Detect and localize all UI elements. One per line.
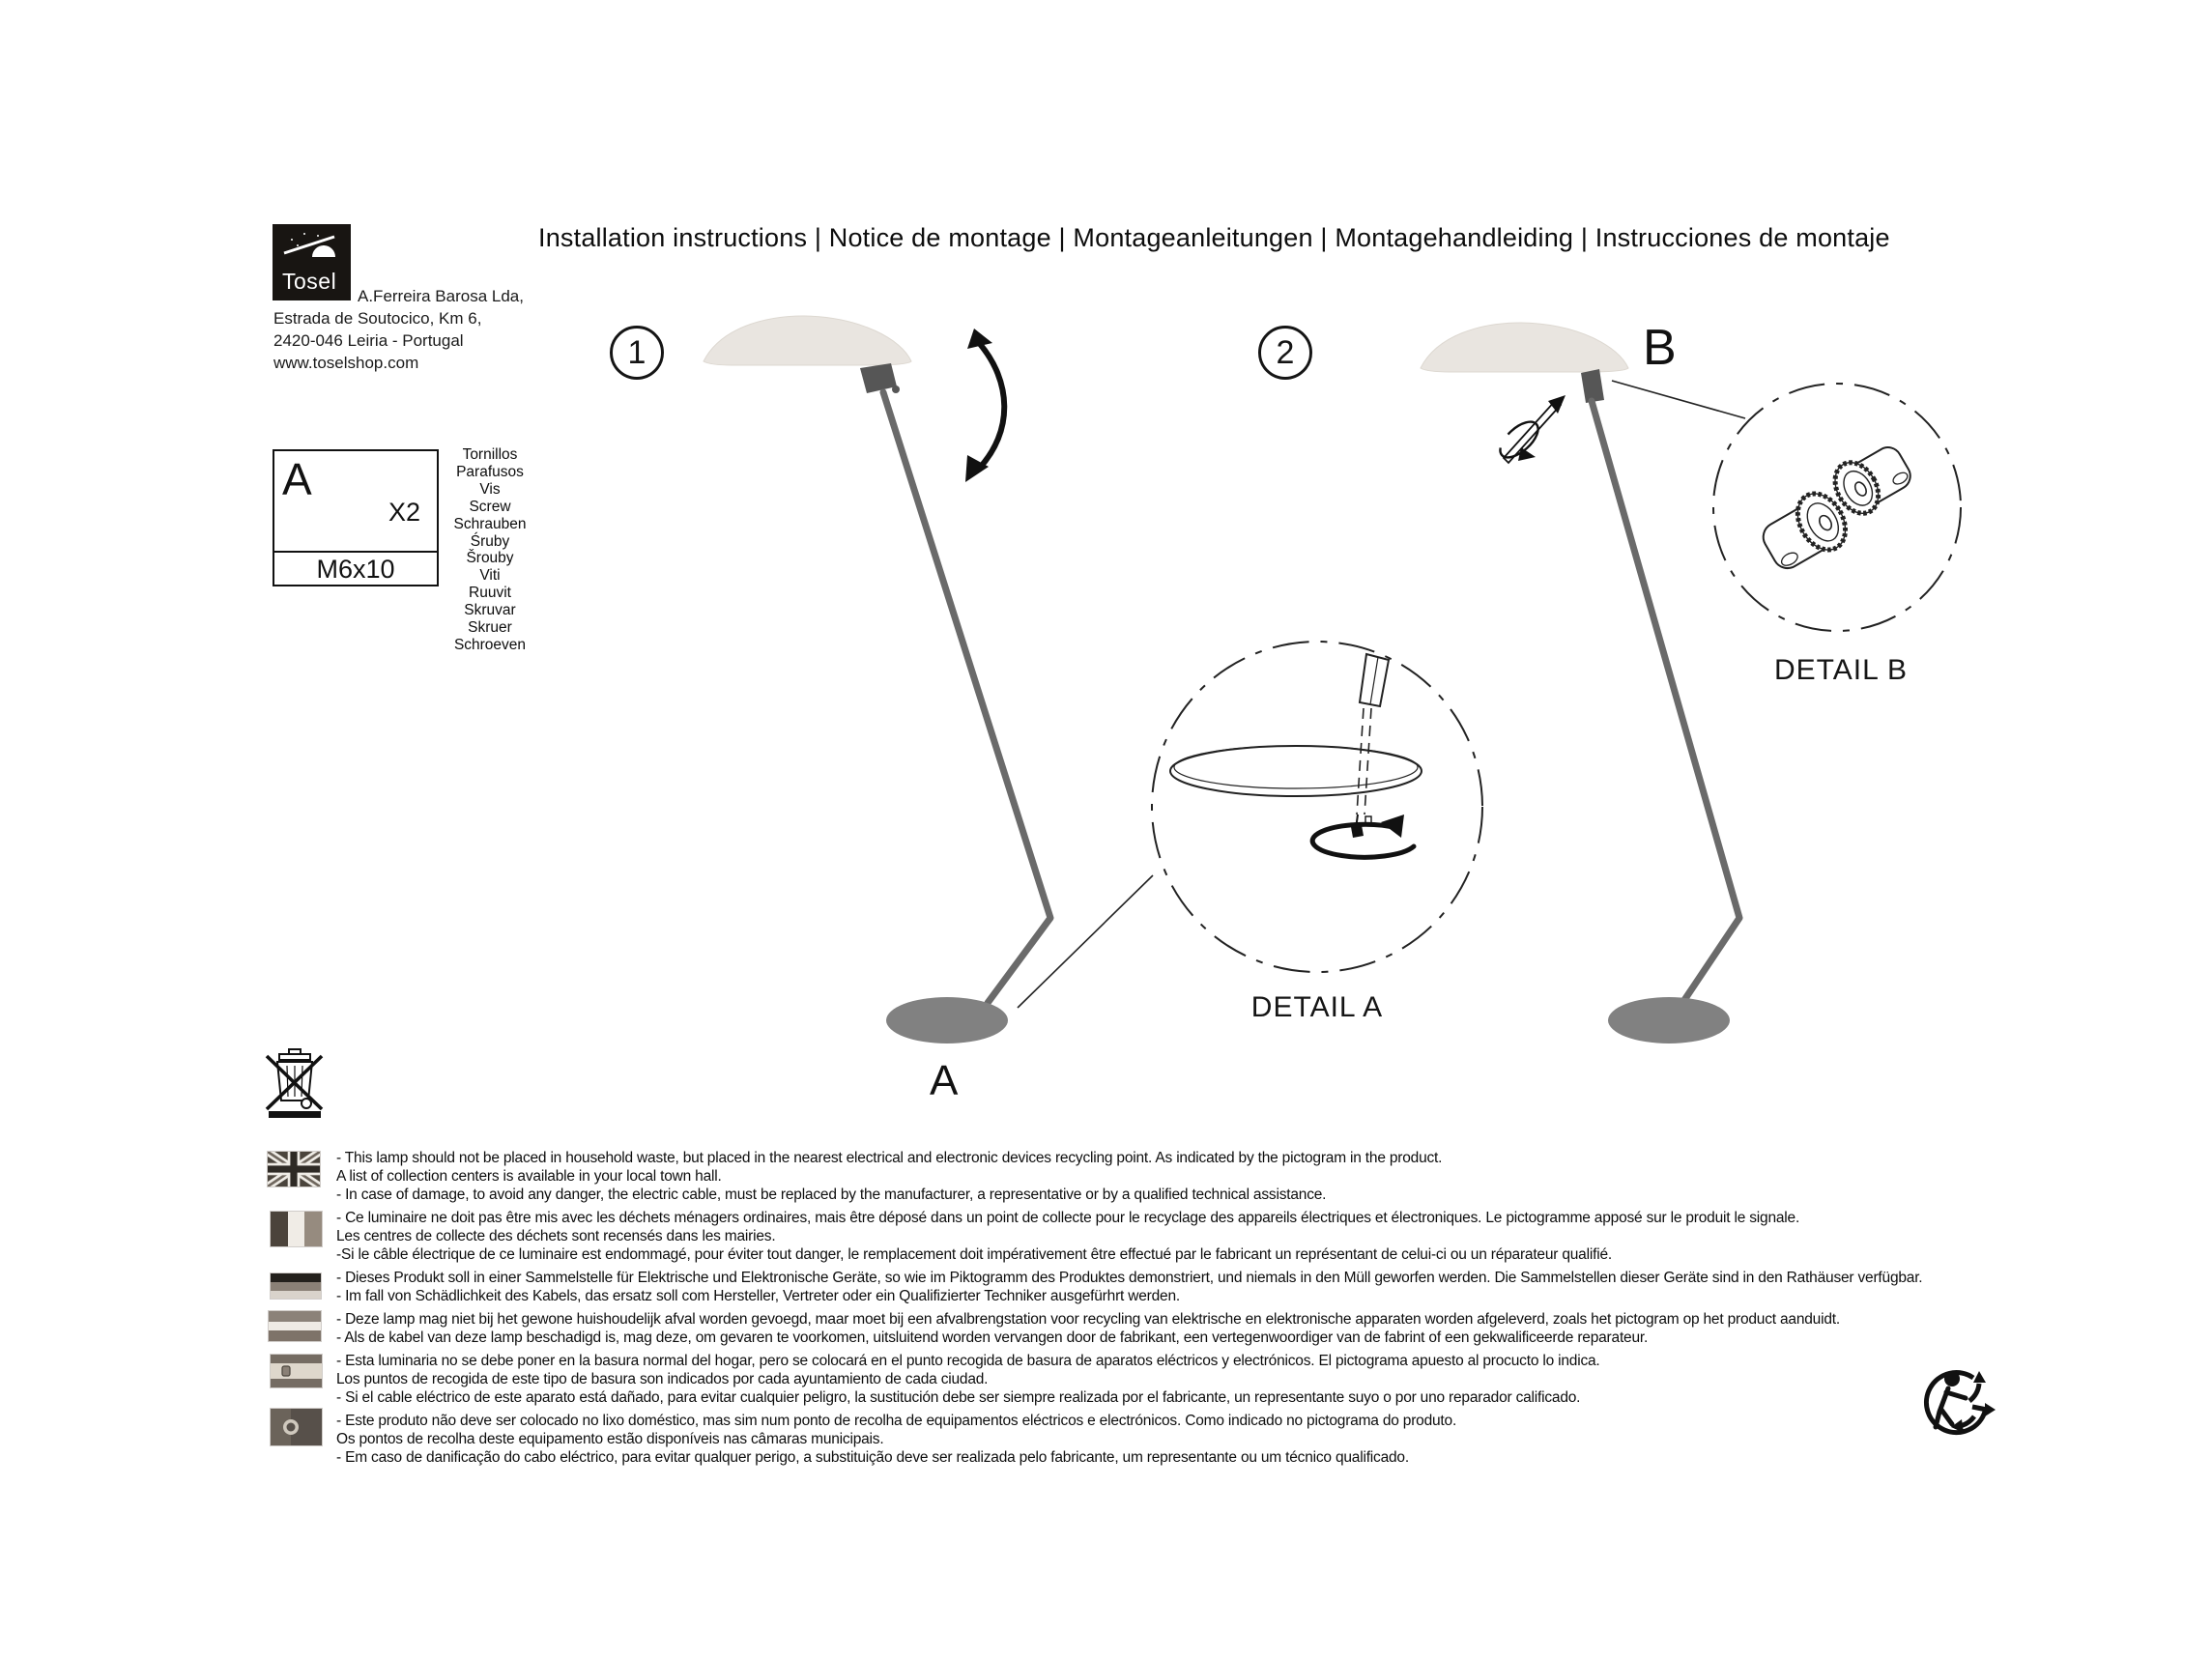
website-link[interactable]: www.toselshop.com	[273, 354, 419, 372]
notice-en-line: A list of collection centers is available in your local town hall.	[336, 1168, 722, 1185]
part-name: Schrauben	[453, 515, 527, 532]
part-letter: A	[282, 454, 312, 504]
lamp-pole	[883, 392, 1050, 1003]
part-name: Skruer	[468, 619, 512, 637]
notice-fr-line: Les centres de collecte des déchets sont recensés dans les mairies.	[336, 1228, 776, 1244]
address-line-1: Estrada de Soutocico, Km 6,	[273, 309, 482, 328]
flag-germany-icon	[271, 1273, 321, 1299]
part-name: Śruby	[470, 532, 510, 550]
company-name: A.Ferreira Barosa Lda,	[358, 287, 524, 305]
part-name: Šrouby	[466, 550, 514, 567]
step-2-marker: 2	[1258, 326, 1312, 380]
page-title: Installation instructions | Notice de montage | Montageanleitungen | Montagehandleiding | Instrucciones de montaje	[538, 223, 1890, 252]
parts-box	[273, 449, 439, 586]
notice-pt-line: - Em caso de danificação do cabo eléctrico, para evitar qualquer perigo, a substituição deve ser realizada pelo fabricante, um representante ou um técnico qualificado.	[336, 1449, 1409, 1466]
notice-fr-line: -Si le câble électrique de ce luminaire est endommagé, pour éviter tout danger, le remplacement doit impérativement être effectué par le fabricant un représentant de celui-ci ou un réparateur qualifié.	[336, 1246, 1612, 1263]
tosel-logo	[273, 224, 351, 300]
base-label-a: A	[930, 1057, 959, 1104]
flag-netherlands-icon	[269, 1311, 321, 1341]
address-line-2: 2420-046 Leiria - Portugal	[273, 331, 464, 350]
part-name: Parafusos	[456, 463, 524, 480]
part-name: Tornillos	[462, 446, 518, 463]
flag-france-icon	[271, 1212, 322, 1246]
notice-de-line: - Dieses Produkt soll in einer Sammelstelle für Elektrische und Elektronische Geräte, so wie im Piktogramm des Produktes demonstriert, und niemals in den Müll geworfen werden. Die Sammelstellen dieser Geräte sind in den Rathäuser verfügbar.	[336, 1270, 1923, 1286]
lamp-shade	[1421, 323, 1628, 372]
shade-joint	[860, 363, 897, 393]
lamp-base	[1608, 997, 1730, 1043]
shade-label-b: B	[1643, 320, 1677, 376]
lamp-shade	[704, 316, 911, 365]
weee-bin-icon	[267, 1049, 322, 1118]
notice-nl-line: - Als de kabel van deze lamp beschadigd is, mag deze, om gevaren te voorkomen, uitsluitend worden vervangen door de fabrikant, een vertegenwoordiger van de fabrint of een gekwalificeerde reparateur.	[336, 1329, 1649, 1346]
part-name: Vis	[479, 480, 501, 498]
triman-recycling-icon	[1926, 1371, 1996, 1433]
detail-b-drawing	[1612, 381, 1961, 631]
step-1-marker: 1	[610, 326, 664, 380]
part-name: Screw	[469, 498, 511, 515]
leader-line-a	[1018, 875, 1153, 1008]
leader-line-b	[1612, 381, 1745, 418]
detail-a-drawing	[1018, 642, 1482, 1008]
screw-rotation-icon	[1494, 395, 1566, 464]
flag-spain-icon	[271, 1355, 322, 1387]
notice-en-line: - In case of damage, to avoid any danger, the electric cable, must be replaced by the manufacturer, a representative or by a qualified technical assistance.	[336, 1186, 1327, 1203]
part-name: Ruuvit	[469, 585, 511, 602]
notice-es-line: - Si el cable eléctrico de este aparato está dañado, para evitar cualquier peligro, la sustitución debe ser siempre realizada por el fabricante, un representante suyo o por uno reparador calificado.	[336, 1389, 1581, 1406]
part-name: Viti	[479, 567, 501, 585]
notice-fr-line: - Ce luminaire ne doit pas être mis avec les déchets ménagers ordinaires, mais être déposé dans un point de collecte pour le recyclage des appareils électriques et électroniques. Le pictogramme apposé sur le produit le signale.	[336, 1210, 1800, 1226]
part-name: Skruvar	[464, 602, 516, 619]
tilt-arrow-icon	[965, 329, 1004, 482]
notice-es-line: Los puntos de recogida de este tipo de basura son indicados por cada ayuntamiento de cada ciudad.	[336, 1371, 989, 1387]
part-name: Schroeven	[453, 636, 527, 653]
notice-pt-line: - Este produto não deve ser colocado no lixo doméstico, mas sim num ponto de recolha de equipamentos eléctricos e electrónicos. Como indicado no pictograma do produto.	[336, 1413, 1457, 1429]
notice-de-line: - Im fall von Schädlichkeit des Kabels, das ersatz soll com Hersteller, Vertreter oder ein Qualifizierter Techniker ausgefürhrt werden.	[336, 1288, 1180, 1304]
lamp-2-drawing	[1421, 323, 1739, 1043]
flag-portugal-icon	[271, 1409, 322, 1445]
notice-pt-line: Os pontos de recolha deste equipamento estão disponíveis nas câmaras municipais.	[336, 1431, 884, 1447]
detail-b-label: DETAIL B	[1773, 654, 1909, 686]
logo-wordmark: Tosel	[282, 269, 337, 294]
part-quantity: X2	[388, 498, 421, 527]
notice-en-line: - This lamp should not be placed in household waste, but placed in the nearest electrical and electronic devices recycling point. As indicated by the pictogram in the product.	[336, 1150, 1443, 1166]
part-name-translations	[432, 446, 548, 654]
parts-box-divider	[274, 551, 437, 553]
detail-a-circle	[1152, 642, 1482, 972]
lamp-base	[886, 997, 1008, 1043]
detail-a-label: DETAIL A	[1250, 991, 1384, 1023]
lamp-1-drawing	[704, 316, 1050, 1043]
part-size: M6x10	[316, 555, 395, 584]
notice-nl-line: - Deze lamp mag niet bij het gewone huishoudelijk afval worden gevoegd, maar moet bij een afvalbrengstation voor recycling van elektrische en elektronische apparaten worden afgeleverd, zoals het pictogram op het product aanduidt.	[336, 1311, 1840, 1328]
flag-uk-icon	[268, 1152, 320, 1186]
notice-es-line: - Esta luminaria no se debe poner en la basura normal del hogar, pero se colocará en el punto recogida de basura de aparatos eléctricos y electrónicos. El pictograma apuesto al procucto lo indica.	[336, 1353, 1600, 1369]
